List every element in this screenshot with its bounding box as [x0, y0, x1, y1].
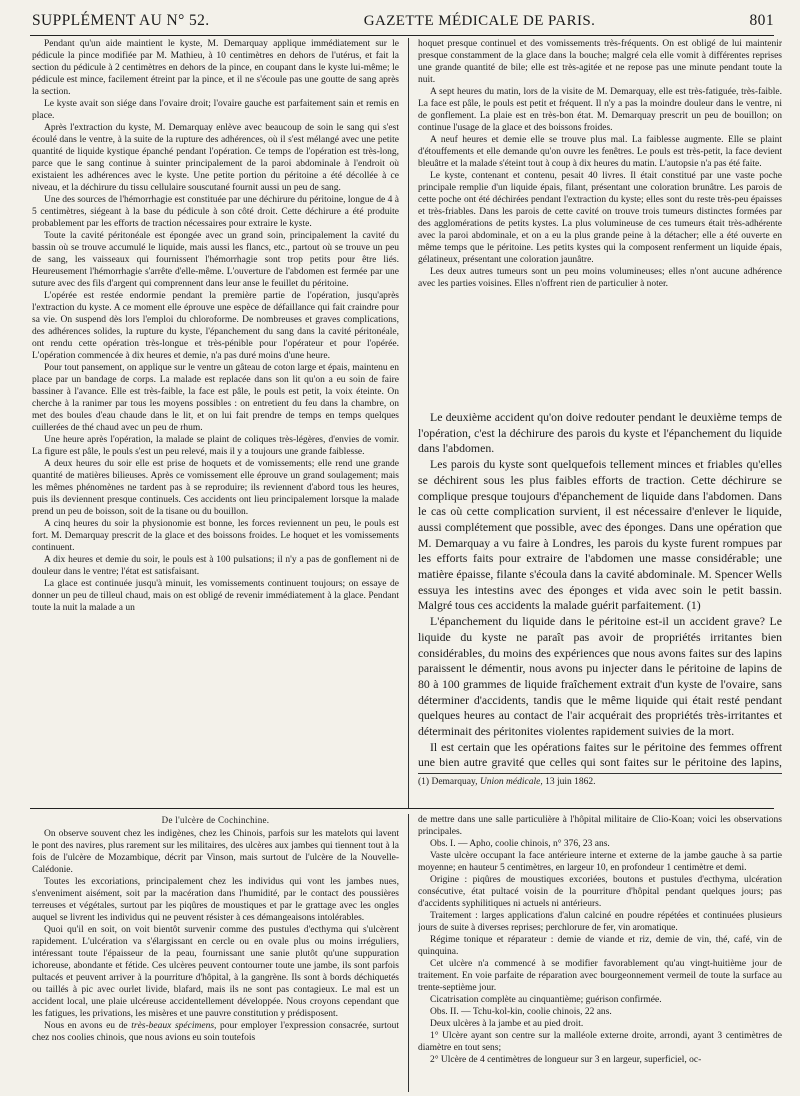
paragraph: Cicatrisation complète au cinquantième; guérison confirmée.: [430, 995, 662, 1005]
observation-heading: Obs. I. — Apho, coolie chinois, n° 376, 23 ans.: [430, 839, 610, 849]
column-right-large-text: [418, 410, 782, 773]
paragraph: Les deux autres tumeurs sont un peu moins volumineuses; elles n'ont aucune adhérence avec les parties voisines. Elles n'offrent rien de particulier à noter.: [418, 267, 782, 289]
paragraph: Toute la cavité péritonéale est épongée avec un grand soin, principalement la cavité du bassin où se trouve accumulé le liquide, mais aussi les flancs, etc., partout où se trouve un peu de sang, les vaisseaux qui fournissent l'hémorrhagie sont trop petits pour être liés. Heureusement l'hémorrhagie s'arrête d'elle-même. L'ouverture de l'abdomen est fermée par une suture avec des fils d'argent qui comprennent dans leur anse le feuillet du péritoine.: [32, 231, 399, 289]
column-divider-top: [408, 38, 409, 808]
paragraph: Après l'extraction du kyste, M. Demarquay enlève avec beaucoup de soin le sang qui s'est écoulé dans le ventre, à la suite de la rupture des adhérences, où il s'est mélangé avec une petite quantité de liquide kystique épanché pendant l'opération. Ce temps de l'opération est très-long, parce que le sang continue à suinter principalement de la paroi abdominale à l'endroit où existaient les adhérences avec le kyste. Une petite portion du péritoine a été décollée à ce niveau, et la déchirure du tissu cellulaire souscutané fournit aussi un peu de sang.: [32, 123, 399, 193]
paragraph: Deux ulcères à la jambe et au pied droit.: [430, 1019, 584, 1029]
footnote-date: 13 juin 1862.: [545, 777, 596, 787]
paragraph: Le deuxième accident qu'on doive redouter pendant le deuxième temps de l'opération, c'est la déchirure des parois du kyste et l'épanchement du liquide dans l'abdomen.: [418, 410, 782, 456]
header-rule: [30, 35, 774, 36]
paragraph: A cinq heures du soir la physionomie est bonne, les forces reviennent un peu, le pouls est fort. M. Demarquay prescrit de la glace et des boissons froides. Le hoquet et les vomissements continuent.: [32, 519, 399, 553]
section-rule: [30, 808, 774, 809]
article-title: De l'ulcère de Cochinchine.: [161, 815, 270, 825]
column-left-top: [32, 38, 399, 808]
paragraph: de mettre dans une salle particulière à l'hôpital militaire de Clio-Koan; voici les observations principales.: [418, 815, 782, 837]
paragraph: [32, 1020, 399, 1044]
italic-phrase: très-beaux spécimens,: [131, 1021, 217, 1031]
paragraph: L'opérée est restée endormie pendant la première partie de l'opération, jusqu'après l'extraction du kyste. A ce moment elle éprouve une espèce de défaillance qui fait craindre pour sa vie. On suspend dès lors l'emploi du chloroforme. De nombreuses et graves complications, des adhérences solides, la rupture du kyste, l'épanchement du sang dans la cavité péritonéale, ont rendu cette opération très-longue et très-pénible pour l'opérateur et pour l'opérée. L'opération commencée à dix heures et demie, n'a pas duré moins d'une heure.: [32, 291, 399, 361]
paragraph-start: Nous en avons eu de: [44, 1021, 128, 1031]
paragraph: hoquet presque continuel et des vomissements très-fréquents. On est obligé de lui maintenir presque constamment de la glace dans la bouche; malgré cela elle vomit à différentes reprises une grande quantité de bile; elle est très-agitée et ne repose pas une minute pendant toute la nuit.: [418, 39, 782, 85]
paragraph: Pour tout pansement, on applique sur le ventre un gâteau de coton large et épais, maintenu en place par un bandage de corps. La malade est replacée dans son lit qu'on a eu soin de faire bassiner à l'avance. Elle est très-faible, la face est pâle, le pouls est petit, la voix éteinte. On cherche à la ranimer par tous les moyens possibles : on entretient du feu dans la chambre, on met des boules d'eau chaude dans le lit, et on lui fait prendre de temps en temps quelques cuillerées de thé chaud avec un peu de rhum.: [32, 363, 399, 433]
paragraph: Régime tonique et réparateur : demie de viande et riz, demie de vin, thé, café, vin de quinquina.: [418, 935, 782, 957]
paragraph: 1° Ulcère ayant son centre sur la malléole externe droite, arrondi, ayant 3 centimètres de diamètre en tout sens;: [418, 1031, 782, 1053]
paragraph: A sept heures du matin, lors de la visite de M. Demarquay, elle est très-fatiguée, très-faible. La face est pâle, le pouls est petit et fréquent. Il n'y a pas la moindre douleur dans le ventre, ni de gonflement. La plaie est en très-bon état. M. Demarquay prescrit un peu de bouillon; on continue l'usage de la glace et des boissons froides.: [418, 87, 782, 133]
footnote: [418, 776, 782, 788]
paragraph: Le kyste, contenant et contenu, pesait 40 livres. Il était constitué par une vaste poche principale remplie d'un liquide épais, filant, présentant une coloration brunâtre. Les parois de cette poche ont été déchirées pendant l'extraction du kyste; elles sont du reste très-peu épaisses et très-friables. Dans les parois de cette cavité on trouve trois tumeurs distinctes formées par des agglomérations de petits kystes. La plus volumineuse de ces tumeurs était très-adhérente avec la paroi abdominale, et on a eu la plus grande peine à la détacher; elle a été ouverte en même temps que le péritoine. Les petits kystes qui la composent renferment un liquide épais, gélatineux, présentant une coloration jaunâtre.: [418, 171, 782, 265]
footnote-rule: [418, 773, 782, 774]
paragraph: Les parois du kyste sont quelquefois tellement minces et friables qu'elles se déchirent sous les plus faibles efforts de traction. Cette déchirure se complique presque toujours d'épanchement de liquide dans l'abdomen. Dans le cas où cette complication survient, il est nécessaire d'enlever le liquide, aussi complétement que possible, avec des éponges. Dans une opération que M. Demarquay a vu faire à Londres, les parois du kyste furent rompues par les efforts faits pour extraire de l'abdomen une masse considérable; une matière épaisse, filante s'écoula dans la cavité abdominale. M. Spencer Wells essuya les intestins avec des éponges et vida avec soin le petit bassin. Malgré tous ces accidents la malade guérit parfaitement. (1): [418, 457, 782, 613]
paragraph: Il est certain que les opérations faites sur le péritoine des femmes offrent une bien autre gravité que celles qui sont faites sur le péritoine des lapins,: [418, 739, 782, 770]
paragraph: Le kyste avait son siége dans l'ovaire droit; l'ovaire gauche est parfaitement sain et remis en place.: [32, 99, 399, 121]
column-right-top: [418, 38, 782, 408]
paragraph: La glace est continuée jusqu'à minuit, les vomissements continuent toujours; on essaye de donner un peu de tilleul chaud, mais on est obligé de revenir immédiatement à la glace. Pendant toute la nuit la malade a un: [32, 579, 399, 613]
paragraph: Toutes les excoriations, principalement chez les individus qui vont les jambes nues, s'enveniment aisément, soit par la macération dans l'humidité, par le contact des poussières terreuses et végétales, surtout par les piqûres de moustiques et par le grattage avec les ongles auquel se livrent les individus qui ne peuvent résister à ces démangeaisons intolérables.: [32, 877, 399, 923]
paragraph: Pendant qu'un aide maintient le kyste, M. Demarquay applique immédiatement sur le pédicule la pince modifiée par M. Mathieu, à 10 centimètres en dehors de l'utérus, et fait la section du pédicule à 2 centimètres en dehors de la pince, en coupant dans le kyste lui-même; le pédicule est mince, facilement étreint par la pince, et il ne s'écoule pas une goutte de sang après la section.: [32, 39, 399, 97]
paragraph: L'épanchement du liquide dans le péritoine est-il un accident grave? Le liquide du kyste ne paraît pas avoir de propriétés irritantes bien considérables, du moins des expériences que nous avons faites sur des lapins paraissent le démentir, nous avons pu injecter dans le péritoine de lapins de 80 à 100 grammes de liquide fraîchement extrait d'un kyste de l'ovaire, sans déterminer d'accidents, tandis que le même liquide qui était resté pendant quelques heures au contact de l'air acquérait des propriétés très-irritantes et déterminait des péritonites violentes rapidement suivies de la mort.: [418, 614, 782, 739]
supplement-label: SUPPLÉMENT AU N° 52.: [32, 12, 210, 29]
paragraph-end: pour employer l'expression consacrée, surtout chez nos coolies chinois, que nous avions eu soin toutefois: [32, 1021, 399, 1043]
column-right-bottom: [418, 814, 782, 1092]
column-left-bottom: [32, 814, 399, 1092]
paragraph: A deux heures du soir elle est prise de hoquets et de vomissements; elle rend une grande quantité de matières bilieuses. Après ce vomissement elle éprouve un grand soulagement; mais les mêmes phénomènes ne tardent pas à se reproduire; ils reviennent d'abord tous les heures, puis ils deviennent presque continuels. Ces accidents ont lieu principalement lorsque la malade prend un peu de boisson, soit de la tisane ou du bouillon.: [32, 459, 399, 517]
paragraph: Une des sources de l'hémorrhagie est constituée par une déchirure du péritoine, longue de 4 à 5 centimètres, siégeant à la base du pédicule à son côté droit. Cette déchirure a été produite probablement par les efforts de traction nécessaires pour extraire le kyste.: [32, 195, 399, 229]
page-number: 801: [749, 12, 774, 29]
footnote-prefix: (1) Demarquay,: [418, 777, 478, 787]
page-header: [32, 12, 774, 34]
observation-heading: Obs. II. — Tchu-kol-kin, coolie chinois, 22 ans.: [430, 1007, 612, 1017]
footnote-journal: Union médicale,: [479, 777, 543, 787]
paragraph: Vaste ulcère occupant la face antérieure interne et externe de la jambe gauche à sa partie moyenne; en hauteur 5 centimètres, en largeur 10, en profondeur 1 centimètre et demi.: [418, 851, 782, 873]
journal-title: GAZETTE MÉDICALE DE PARIS.: [363, 13, 596, 29]
paragraph: 2° Ulcère de 4 centimètres de longueur sur 3 en largeur, superficiel, oc-: [430, 1055, 702, 1065]
column-divider-bottom: [408, 814, 409, 1092]
paragraph: Cet ulcère n'a commencé à se modifier favorablement qu'au vingt-huitième jour de traitement. En voie parfaite de réparation avec bourgeonnement vermeil de toute la surface au trente-septième jour.: [418, 959, 782, 993]
paragraph: Quoi qu'il en soit, on voit bientôt survenir comme des pustules d'ecthyma qui s'ulcèrent rapidement. L'ulcération va s'élargissant en cercle ou en ovale plus ou moins irréguliers, intéressant toute l'épaisseur de la peau, fournissant une sanie plutôt qu'une suppuration ichoreuse, abondante et fétide. Ces ulcères peuvent contourner toute une jambe, ils sont parfois pultacés et peuvent arriver à la pourriture d'hôpital, à la gangrène. Ils sont à bords déchiquetés ou taillés à pic avec ourlet livide, blafard, mais ils ne sont pas contagieux. Le mal est un accident local, une plaie ulcéreuse accidentellement développée. Nous croyons cependant que les fatigues, les privations, les misères et une pauvre constitution y prédisposent.: [32, 925, 399, 1019]
paragraph: Origine : piqûres de moustiques excoriées, boutons et pustules d'ecthyma, ulcération consécutive, état pultacé voisin de la pourriture d'hôpital pendant quelques jours; pas d'accidents syphilitiques ni actuels ni antérieurs.: [418, 875, 782, 909]
paragraph: A dix heures et demie du soir, le pouls est à 100 pulsations; il n'y a pas de gonflement ni de douleur dans le ventre; l'état est satisfaisant.: [32, 555, 399, 577]
paragraph: Traitement : larges applications d'alun calciné en poudre répétées et continuées plusieurs jours de suite à diverses reprises; perchlorure de fer, vin aromatique.: [418, 911, 782, 933]
paragraph: A neuf heures et demie elle se trouve plus mal. La faiblesse augmente. Elle se plaint d'étouffements et elle demande qu'on ouvre les fenêtres. Le pouls est très-petit, la face devient bleuâtre et la malade s'éteint tout à coup à dix heures du matin. L'autopsie n'a pas été faite.: [418, 135, 782, 169]
paragraph: On observe souvent chez les indigènes, chez les Chinois, parfois sur les matelots qui lavent le pont des navires, plus rarement sur les militaires, des ulcères aux jambes qui tiennent tout à la fois de l'ulcère de Mozambique, décrit par Vinson, mais surtout de l'ulcère de la Nouvelle-Calédonie.: [32, 829, 399, 875]
paragraph: Une heure après l'opération, la malade se plaint de coliques très-légères, d'envies de vomir. La figure est pâle, le pouls s'est un peu relevé, mais il y a toujours une grande faiblesse.: [32, 435, 399, 457]
